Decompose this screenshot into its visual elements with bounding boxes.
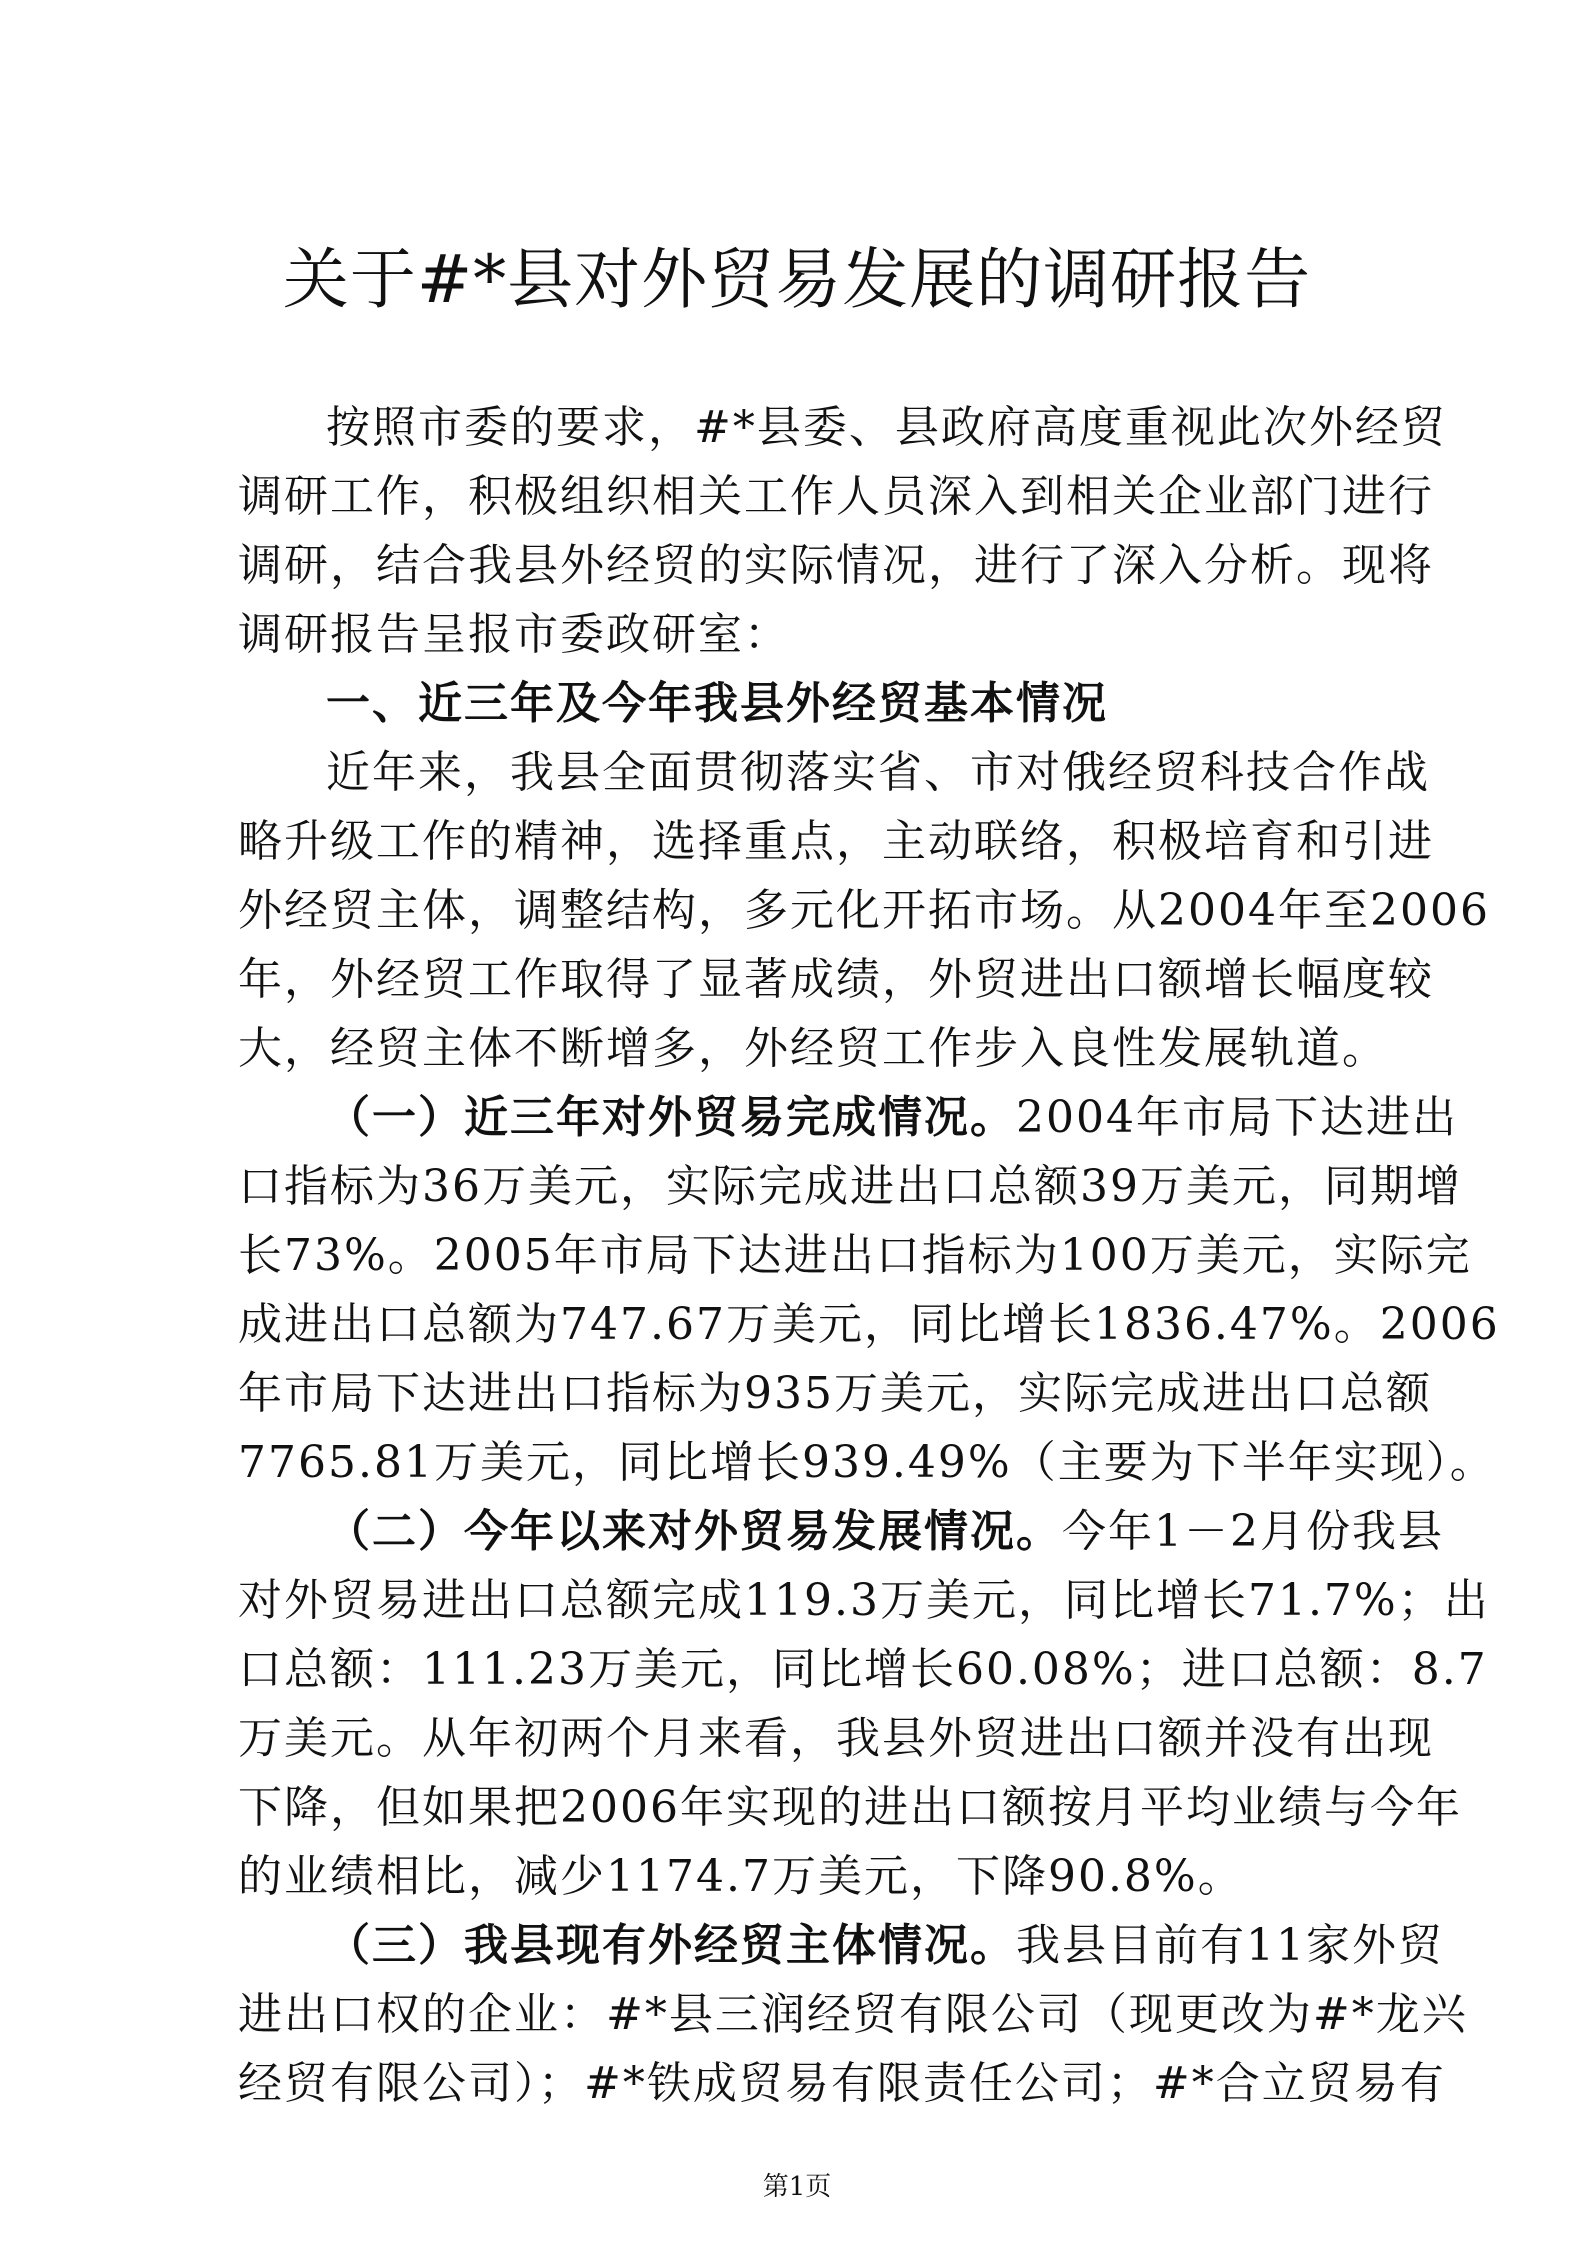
paragraph-line: 大，经贸主体不断增多，外经贸工作步入良性发展轨道。	[238, 1023, 1388, 1074]
paragraph-line: 对外贸易进出口总额完成119.3万美元，同比增长71.7%；出	[238, 1575, 1490, 1626]
paragraph-line	[238, 1911, 1444, 1980]
paragraph-line: 口指标为36万美元，实际完成进出口总额39万美元，同期增	[238, 1161, 1462, 1212]
paragraph-line: 近年来，我县全面贯彻落实省、市对俄经贸科技合作战	[326, 747, 1430, 798]
paragraph-line: 7765.81万美元，同比增长939.49%（主要为下半年实现）。	[238, 1437, 1496, 1488]
paragraph-text: 我县目前有11家外贸	[1016, 1920, 1444, 1971]
paragraph-line: 经贸有限公司）；#*铁成贸易有限责任公司；#*合立贸易有	[238, 2058, 1446, 2109]
page-number: 第1页	[762, 2172, 832, 2202]
section-heading: 一、近三年及今年我县外经贸基本情况	[326, 678, 1108, 729]
paragraph-line: 调研，结合我县外经贸的实际情况，进行了深入分析。现将	[238, 540, 1434, 591]
paragraph-line	[238, 1497, 1444, 1566]
paragraph-line: 下降，但如果把2006年实现的进出口额按月平均业绩与今年	[238, 1782, 1462, 1833]
paragraph-line: 调研报告呈报市委政研室：	[238, 609, 790, 660]
paragraph-line: 成进出口总额为747.67万美元，同比增长1836.47%。2006	[238, 1299, 1500, 1350]
paragraph-line: 口总额：111.23万美元，同比增长60.08%；进口总额：8.7	[238, 1644, 1488, 1695]
subsection-heading: （一）近三年对外贸易完成情况。	[326, 1092, 1016, 1143]
paragraph-line: 按照市委的要求，#*县委、县政府高度重视此次外经贸	[326, 402, 1447, 453]
paragraph-text: 今年1－2月份我县	[1062, 1506, 1444, 1557]
paragraph-line: 进出口权的企业：#*县三润经贸有限公司（现更改为#*龙兴	[238, 1989, 1468, 2040]
paragraph-line: 年，外经贸工作取得了显著成绩，外贸进出口额增长幅度较	[238, 954, 1434, 1005]
subsection-heading: （二）今年以来对外贸易发展情况。	[326, 1506, 1062, 1557]
paragraph-line: 略升级工作的精神，选择重点，主动联络，积极培育和引进	[238, 816, 1434, 867]
paragraph-line: 的业绩相比，减少1174.7万美元，下降90.8%。	[238, 1851, 1244, 1902]
paragraph-line: 万美元。从年初两个月来看，我县外贸进出口额并没有出现	[238, 1713, 1434, 1764]
paragraph-line	[238, 1083, 1458, 1152]
subsection-heading: （三）我县现有外经贸主体情况。	[326, 1920, 1016, 1971]
paragraph-text: 2004年市局下达进出	[1016, 1092, 1458, 1143]
paragraph-line: 长73%。2005年市局下达进出口指标为100万美元，实际完	[238, 1230, 1472, 1281]
document-title: 关于#*县对外贸易发展的调研报告	[282, 241, 1312, 318]
document-body	[238, 393, 1500, 2118]
paragraph-line: 外经贸主体，调整结构，多元化开拓市场。从2004年至2006	[238, 885, 1490, 936]
paragraph-line: 年市局下达进出口指标为935万美元，实际完成进出口总额	[238, 1368, 1432, 1419]
paragraph-line: 调研工作，积极组织相关工作人员深入到相关企业部门进行	[238, 471, 1434, 522]
